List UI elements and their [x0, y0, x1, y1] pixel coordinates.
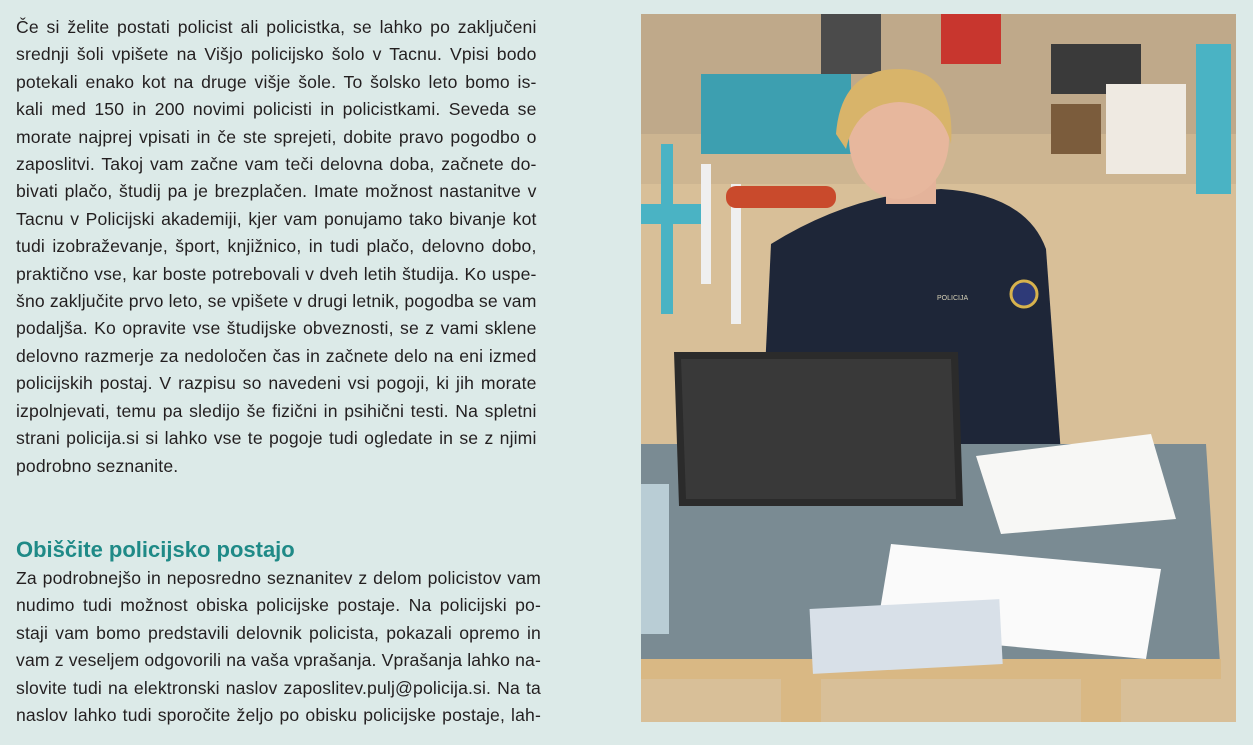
text-line: policijskih postaj. V razpisu so navedeni vsi pogoji, ki jih morate — [16, 373, 537, 394]
text-line: srednji šoli vpišete na Višjo policijsko šolo v Tacnu. Vpisi bodo — [16, 44, 537, 65]
text-line: izpolnjevati, temu pa sledijo še fizični in psihični testi. Na spletni — [16, 400, 537, 421]
text-line: vam z veseljem odgovorili na vaša vprašanja. Vprašanja lahko na- — [16, 650, 541, 671]
text-line: praktično vse, kar boste potrebovali v dveh letih študija. Ko uspe- — [16, 263, 537, 284]
text-line: slovite tudi na elektronski naslov zaposlitev.pulj@policija.si. Na ta — [16, 677, 541, 698]
text-line: Tacnu v Policijski akademiji, kjer vam ponujamo tako bivanje kot — [16, 208, 537, 229]
text-line: podrobno seznanite. — [16, 455, 179, 476]
text-line: bivati plačo, študij pa je brezplačen. Imate možnost nastanitve v — [16, 181, 537, 202]
section-heading: Obiščite policijsko postajo — [16, 537, 295, 562]
text-line: nudimo tudi možnost obiska policijske postaje. Na policijski po- — [16, 595, 541, 616]
paragraph-1 — [16, 14, 537, 480]
text-line: delovno razmerje za nedoločen čas in začnete delo na eni izmed — [16, 345, 537, 366]
text-line: kali med 150 in 200 novimi policisti in policistkami. Seveda se — [16, 99, 537, 120]
text-line: zaposlitvi. Takoj vam začne vam teči delovna doba, začnete do- — [16, 154, 537, 175]
text-line: podaljša. Ko opravite vse študijske obveznosti, se z vami sklene — [16, 318, 537, 339]
text-line: Če si želite postati policist ali policistka, se lahko po zaključeni — [16, 17, 537, 37]
text-line: staji vam bomo predstavili delovnik policista, pokazali opremo in — [16, 622, 541, 643]
uniform-badge-text: POLICIJA — [937, 295, 969, 302]
text-line: šno zaključite prvo leto, se vpišete v drugi letnik, pogodba se vam — [16, 291, 537, 312]
paragraph-2 — [16, 565, 541, 729]
text-line: naslov lahko tudi sporočite željo po obisku policijske postaje, lah- — [16, 705, 541, 726]
text-line: Za podrobnejšo in neposredno seznanitev z delom policistov vam — [16, 568, 541, 588]
text-line: strani policija.si si lahko vse te pogoje tudi ogledate in se z njimi — [16, 428, 537, 449]
text-line: potekali enako kot na druge višje šole. To šolsko leto bomo is- — [16, 71, 537, 92]
text-line: morate najprej vpisati in če ste sprejeti, dobite pravo pogodbo o — [16, 126, 537, 147]
article-photo — [641, 14, 1236, 722]
text-line: tudi izobraževanje, šport, knjižnico, in tudi plačo, delovno dobo, — [16, 236, 537, 257]
